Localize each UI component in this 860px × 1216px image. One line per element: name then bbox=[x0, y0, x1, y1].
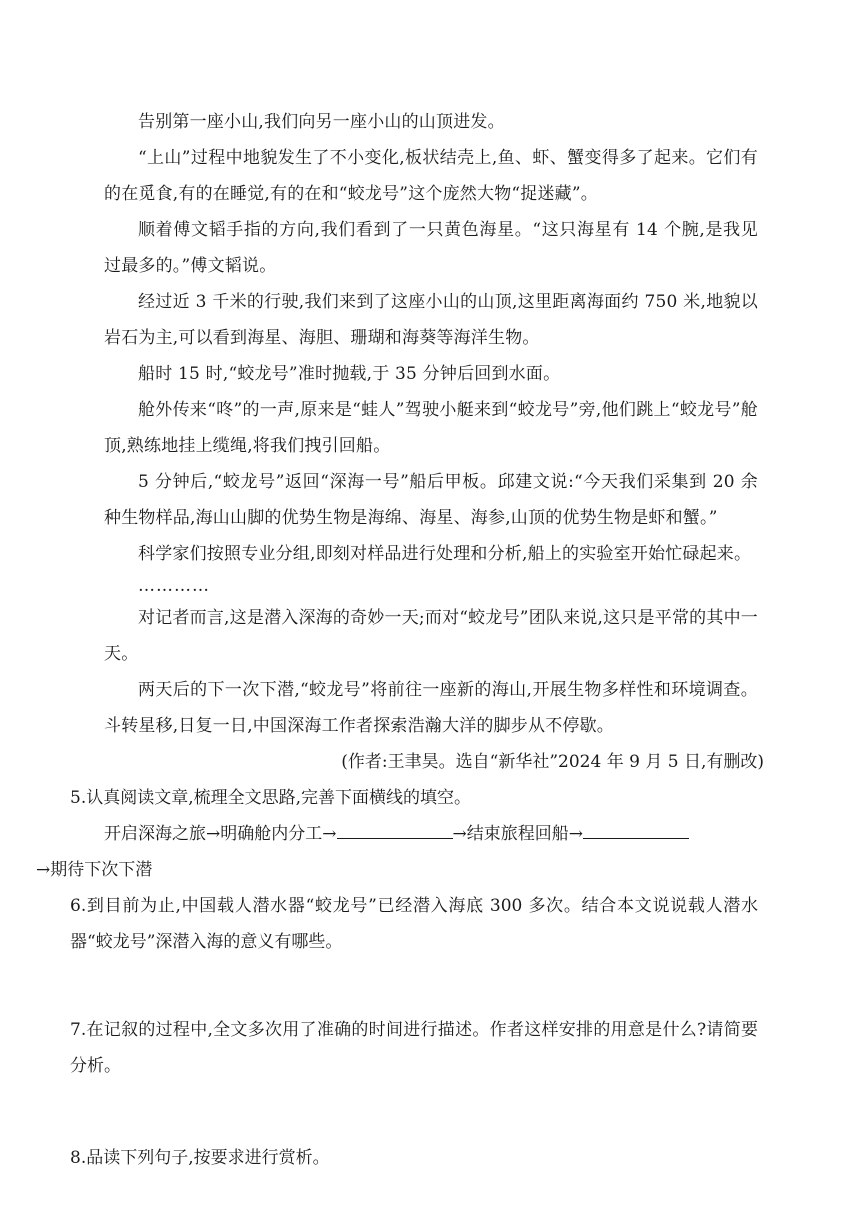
source-citation: (作者:王聿昊。选自“新华社”2024 年 9 月 5 日,有删改) bbox=[341, 752, 764, 772]
answer-space-6[interactable] bbox=[70, 960, 758, 1012]
question-7: 7.在记叙的过程中,全文多次用了准确的时间进行描述。作者这样安排的用意是什么?请简要分析。 bbox=[70, 1020, 758, 1076]
question-8: 8.品读下列句子,按要求进行赏析。 bbox=[70, 1148, 330, 1168]
question-5-title: 5.认真阅读文章,梳理全文思路,完善下面横线的填空。 bbox=[70, 788, 472, 808]
paragraph-3: 顺着傅文韬手指的方向,我们看到了一只黄色海星。“这只海星有 14 个腕,是我见过最多的。”傅文韬说。 bbox=[104, 220, 758, 276]
question-5-flow bbox=[36, 816, 758, 888]
paragraph-6: 舱外传来“咚”的一声,原来是“蛙人”驾驶小艇来到“蛟龙号”旁,他们跳上“蛟龙号”舱顶,熟练地挂上缆绳,将我们拽引回船。 bbox=[104, 400, 758, 456]
closing-paragraph-2: 两天后的下一次下潜,“蛟龙号”将前往一座新的海山,开展生物多样性和环境调查。斗转星移,日复一日,中国深海工作者探索浩瀚大洋的脚步从不停歇。 bbox=[104, 680, 758, 736]
question-5-part3: →期待下次下潜 bbox=[36, 860, 153, 880]
question-6: 6.到目前为止,中国载人潜水器“蛟龙号”已经潜入海底 300 多次。结合本文说说载人潜水器“蛟龙号”深潜入海的意义有哪些。 bbox=[70, 896, 758, 952]
paragraph-5: 船时 15 时,“蛟龙号”准时抛载,于 35 分钟后回到水面。 bbox=[138, 364, 561, 384]
document-page bbox=[36, 104, 764, 1176]
answer-space-7[interactable] bbox=[70, 1084, 758, 1140]
paragraph-2: “上山”过程中地貌发生了不小变化,板状结壳上,鱼、虾、蟹变得多了起来。它们有的在觅食,有的在睡觉,有的在和“蛟龙号”这个庞然大物“捉迷藏”。 bbox=[104, 148, 758, 204]
questions-section bbox=[36, 780, 758, 1176]
answer-blank-1[interactable] bbox=[337, 816, 453, 839]
closing-paragraph-1: 对记者而言,这是潜入深海的奇妙一天;而对“蛟龙号”团队来说,这只是平常的其中一天。 bbox=[104, 608, 758, 664]
ellipsis: ………… bbox=[138, 576, 210, 596]
paragraph-1: 告别第一座小山,我们向另一座小山的山顶进发。 bbox=[138, 112, 505, 132]
question-5-part1: 开启深海之旅→明确舱内分工→ bbox=[104, 824, 337, 844]
paragraph-4: 经过近 3 千米的行驶,我们来到了这座小山的山顶,这里距离海面约 750 米,地貌以岩石为主,可以看到海星、海胆、珊瑚和海葵等海洋生物。 bbox=[104, 292, 758, 348]
answer-blank-2[interactable] bbox=[583, 816, 689, 839]
question-5-part2: →结束旅程回船→ bbox=[452, 824, 583, 844]
paragraph-7: 5 分钟后,“蛟龙号”返回“深海一号”船后甲板。邱建文说:“今天我们采集到 20 余种生物样品,海山山脚的优势生物是海绵、海星、海参,山顶的优势生物是虾和蟹。” bbox=[104, 472, 758, 528]
paragraph-8: 科学家们按照专业分组,即刻对样品进行处理和分析,船上的实验室开始忙碌起来。 bbox=[138, 544, 752, 564]
